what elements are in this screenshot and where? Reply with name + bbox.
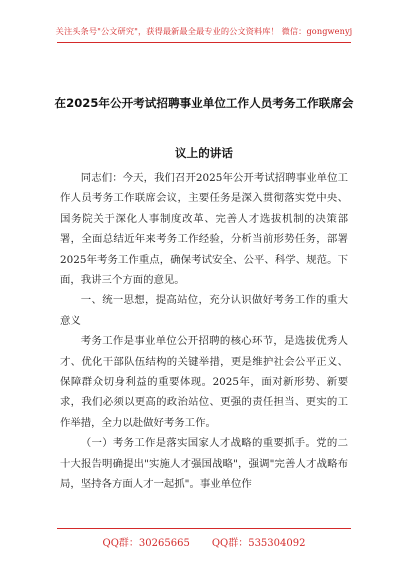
paragraph-greeting: 同志们：今天，我们召开2025年公开考试招聘事业单位工作人员考务工作联席会议，主要任务是深入贯彻落实党中央、国务院关于深化人事制度改革、完善人才选拔机制的决策部署，全面总结近年来考务工作经验，分析当前形势任务，部署2025年考务工作重点，确保考试安全、公平、科学、规范。下面，我讲三个方面的意见。	[60, 172, 348, 287]
header-notice: 关注头条号"公文研究"，获得最新最全最专业的公文资料库！ 微信：gongwenyj	[55, 26, 353, 36]
footer-divider	[57, 528, 351, 529]
footer-qq-group-2: QQ群：535304092	[211, 538, 306, 549]
paragraph-subsection: （一）考务工作是落实国家人才战略的重要抓手。党的二十大报告明确提出"实施人才强国战略"，强调"完善人才战略布局，坚持各方面人才一起抓"。事业单位作	[60, 437, 348, 491]
document-title-line1: 在2025年公开考试招聘事业单位工作人员考务工作联席会	[54, 96, 354, 110]
footer-qq-group-1: QQ群：30265665	[102, 538, 190, 549]
document-title-line2: 议上的讲话	[175, 146, 233, 160]
document-body	[60, 168, 348, 495]
paragraph-body: 考务工作是事业单位公开招聘的核心环节，是选拔优秀人才、优化干部队伍结构的关键举措，更是维护社会公平正义、保障群众切身利益的重要体现。2025年，面对新形势、新要求，我们必须以更高的政治站位、更强的责任担当、更实的工作举措，全力以赴做好考务工作。	[60, 335, 348, 429]
footer-contact	[0, 534, 408, 549]
paragraph-section-heading: 一、统一思想，提高站位，充分认识做好考务工作的重大意义	[60, 294, 348, 327]
header-divider	[57, 42, 351, 43]
